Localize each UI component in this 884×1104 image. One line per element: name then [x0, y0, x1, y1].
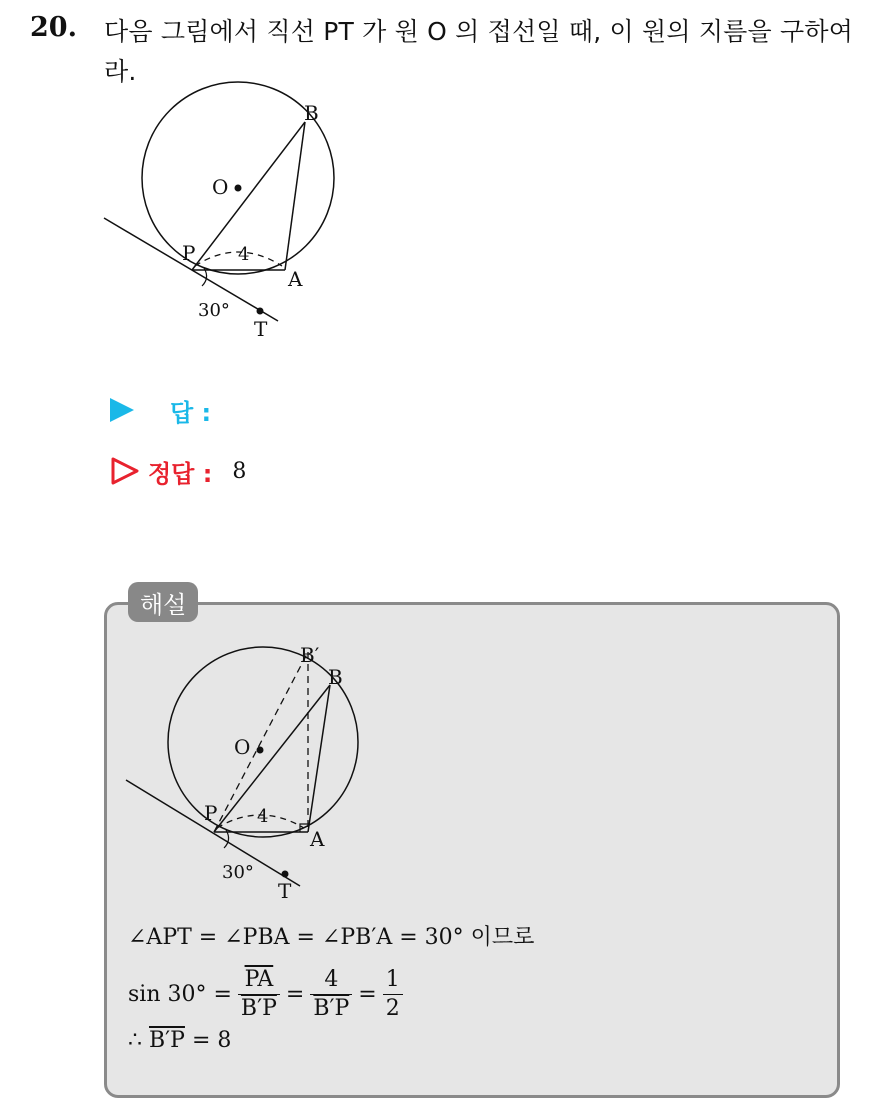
segment-ba: [308, 685, 330, 832]
center-point: [257, 747, 264, 754]
correct-answer-value: 8: [232, 458, 247, 484]
label-b: B: [328, 665, 343, 689]
fraction-4-over-bp: [310, 966, 352, 1023]
sine-expression: sin 30° =: [128, 981, 232, 1007]
fraction-1-over-2: [383, 966, 403, 1023]
solution-tag: 해설: [128, 582, 198, 622]
equals-sign: =: [358, 981, 377, 1007]
question-number: 20.: [30, 12, 77, 43]
label-a: A: [310, 827, 325, 851]
point-t-dot: [282, 871, 289, 878]
label-t: T: [278, 879, 292, 903]
label-length: 4: [238, 244, 250, 265]
fraction-denominator: B′P: [238, 994, 280, 1023]
label-t: T: [254, 317, 268, 341]
conclusion-text: 이므로: [463, 925, 535, 950]
question-text: 다음 그림에서 직선 PT 가 원 O 의 접선일 때, 이 원의 지름을 구하여라.: [104, 17, 854, 86]
correct-answer-row: [110, 452, 246, 490]
segment-pb: [214, 685, 330, 832]
center-point: [235, 185, 242, 192]
label-angle: 30°: [198, 300, 230, 321]
label-o: O: [234, 735, 251, 759]
answer-row: [110, 392, 211, 428]
fraction-denominator: B′P: [310, 994, 352, 1023]
outline-triangle-icon: [110, 456, 140, 486]
tangent-line-pt: [126, 780, 300, 886]
fraction-denominator: 2: [383, 994, 403, 1023]
answer-label: 답 :: [170, 398, 212, 427]
label-p: P: [204, 801, 218, 825]
solution-line-3: [128, 1028, 231, 1053]
fraction-numerator: $\overline{PA}$: [244, 966, 274, 992]
point-t-dot: [257, 308, 264, 315]
solution-line-1: [128, 920, 534, 951]
solution-figure: [120, 640, 370, 903]
play-triangle-icon: [110, 398, 134, 422]
label-b-prime: B′: [300, 643, 320, 667]
question-figure: [98, 96, 319, 346]
equals-sign: =: [285, 981, 305, 1007]
solution-line-2: [128, 962, 409, 1026]
fraction-pa-over-bp: [238, 966, 280, 1023]
label-angle: 30°: [222, 862, 254, 883]
segment-b-prime-p: B′P: [149, 1028, 185, 1053]
label-o: O: [212, 175, 229, 199]
therefore-symbol: ∴: [128, 1028, 149, 1053]
dashed-segment-pb-prime: [214, 652, 308, 832]
fraction-numerator: 4: [324, 966, 339, 992]
angle-equation: ∠APT = ∠PBA = ∠PB′A = 30°: [128, 925, 464, 950]
fraction-numerator: 1: [385, 966, 400, 992]
label-length: 4: [257, 806, 269, 827]
label-p: P: [182, 241, 196, 265]
correct-answer-label: 정답 :: [148, 459, 213, 488]
label-b: B: [304, 101, 319, 125]
result-value: = 8: [184, 1028, 232, 1053]
label-a: A: [288, 267, 303, 291]
